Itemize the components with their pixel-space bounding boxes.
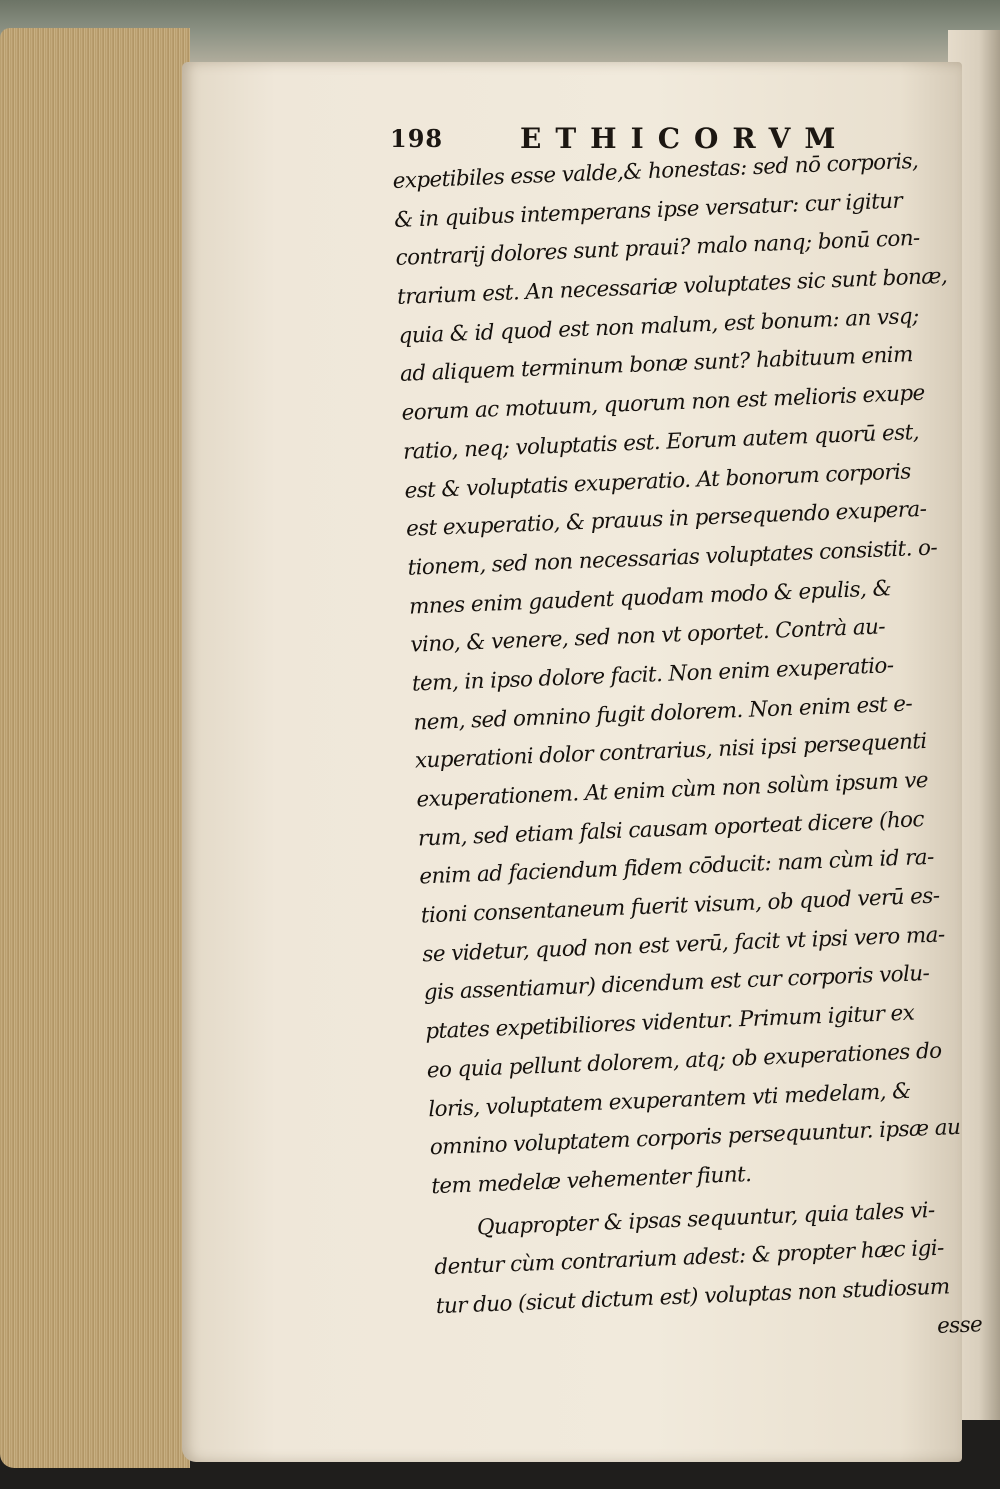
text-line: ptates expetibiliores videntur. Primum igitur ex <box>424 1000 915 1045</box>
text-line: est & voluptatis exuperatio. At bonorum corporis <box>404 458 912 504</box>
text-line: tur duo (sicut dictum est) voluptas non studiosum <box>435 1274 951 1320</box>
text-line: se videtur, quod non est verū, facit vt ipsi vero ma- <box>421 922 945 968</box>
text-line: expetibiles esse valde,& honestas: sed nō corporis, <box>392 148 919 194</box>
text-line: tionem, sed non necessarias voluptates consistit. o- <box>407 535 938 581</box>
text-line: ad aliquem terminum bonæ sunt? habituum enim <box>399 342 914 388</box>
text-line: quia & id quod est non malum, est bonum: an vsq; <box>398 303 920 349</box>
text-line: exuperationem. At enim cùm non solùm ipsum ve <box>415 767 929 813</box>
text-line: loris, voluptatem exuperantem vti medelam, & <box>427 1078 912 1122</box>
text-line: dentur cùm contrarium adest: & propter hæc igi- <box>433 1235 945 1281</box>
text-line: rum, sed etiam falsi causam oporteat dicere (hoc <box>417 806 925 852</box>
text-line: trarium est. An necessariæ voluptates sic sunt bonæ, <box>396 263 948 310</box>
text-line: tem, in ipso dolore facit. Non enim exuperatio- <box>411 653 894 697</box>
text-line: est exuperatio, & prauus in persequendo exupera- <box>405 496 927 542</box>
running-title: ETHICORVM <box>520 122 850 155</box>
text-line: & in quibus intemperans ipse versatur: cur igitur <box>393 188 903 233</box>
text-line: tioni consentaneum fuerit visum, ob quod verū es- <box>420 883 940 929</box>
text-line: mnes enim gaudent quodam modo & epulis, & <box>408 575 892 620</box>
text-line: xuperationi dolor contrarius, nisi ipsi persequenti <box>414 729 928 774</box>
text-line: eorum ac motuum, quorum non est melioris exupe <box>401 380 926 426</box>
book-page-edges <box>0 28 190 1468</box>
text-line: omnino voluptatem corporis persequuntur. ipsæ au <box>429 1115 961 1161</box>
text-line: enim ad faciendum fidem cōducit: nam cùm id ra- <box>418 845 935 890</box>
text-line: vino, & venere, sed non vt oportet. Contrà au- <box>410 614 886 658</box>
paragraph-1 <box>392 142 992 1207</box>
text-line: contrarij dolores sunt praui? malo nanq; bonū con- <box>395 226 921 272</box>
text-line: tem medelæ vehementer fiunt. <box>430 1161 752 1200</box>
page-number: 198 <box>390 124 444 153</box>
body-text <box>392 142 998 1366</box>
text-line: gis assentiamur) dicendum est cur corporis volu- <box>423 961 930 1006</box>
catchword: esse <box>936 1311 983 1339</box>
text-line: ratio, neq; voluptatis est. Eorum autem quorū est, <box>402 419 920 465</box>
text-line: eo quia pellunt dolorem, atq; ob exuperationes do <box>426 1038 942 1084</box>
text-line: nem, sed omnino fugit dolorem. Non enim est e- <box>413 691 913 736</box>
text-line: Quapropter & ipsas sequuntur, quia tales vi- <box>476 1197 936 1241</box>
paragraph-2 <box>432 1189 998 1365</box>
